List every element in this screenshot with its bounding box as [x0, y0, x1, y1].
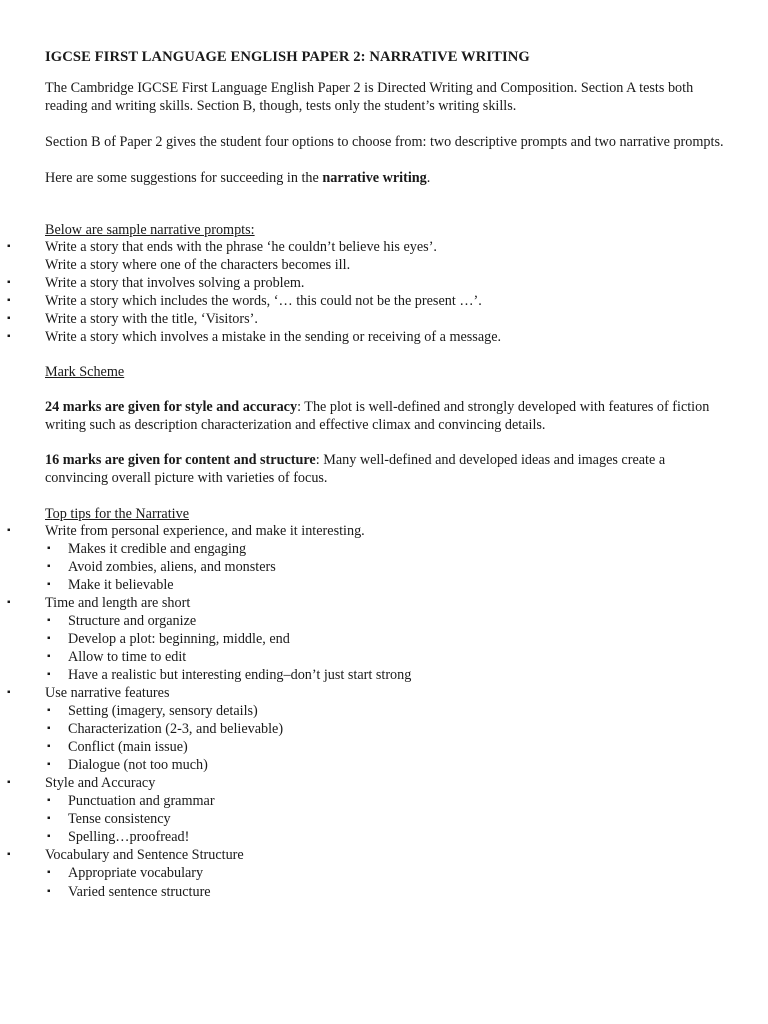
tip-subitem	[45, 738, 740, 756]
prompt-item	[0, 292, 740, 310]
tip-subitem-text: Varied sentence structure	[68, 884, 211, 900]
tip-subitem	[45, 540, 740, 558]
bullet-icon: ▪	[47, 867, 51, 878]
style-marks-text: : The plot is well-defined and strongly developed with features of fiction writing such as description characterization and effective climax and convincing details.	[45, 399, 710, 433]
tip-subitem	[45, 864, 740, 882]
bullet-icon: ▪	[7, 295, 11, 306]
tip-subitem	[45, 630, 740, 648]
bullet-icon: ▪	[47, 615, 51, 626]
prompt-text: Write a story that ends with the phrase ‘he couldn’t believe his eyes’.	[45, 239, 437, 255]
prompt-item	[0, 274, 740, 292]
suggestions-emphasis: narrative writing	[322, 170, 427, 186]
section-b-paragraph: Section B of Paper 2 gives the student four options to choose from: two descriptive prompts and two narrative prompts.	[45, 134, 724, 150]
tip-item	[0, 774, 740, 846]
bullet-icon: ▪	[47, 831, 51, 842]
content-marks-paragraph	[45, 451, 725, 487]
tip-label: Vocabulary and Sentence Structure	[45, 847, 244, 863]
prompts-list	[0, 238, 740, 346]
bullet-icon: ▪	[47, 561, 51, 572]
content-marks-label: 16 marks are given for content and structure	[45, 452, 316, 468]
prompt-text: Write a story that involves solving a problem.	[45, 275, 305, 291]
bullet-icon: ▪	[7, 331, 11, 342]
mark-scheme-heading: Mark Scheme	[45, 364, 125, 380]
tip-subitem-text: Avoid zombies, aliens, and monsters	[68, 559, 276, 575]
tip-subitem-text: Spelling…proofread!	[68, 829, 190, 845]
tip-subitem-text: Makes it credible and engaging	[68, 541, 247, 557]
bullet-icon: ▪	[47, 813, 51, 824]
bullet-icon: ▪	[7, 597, 11, 608]
tip-subitem-text: Develop a plot: beginning, middle, end	[68, 631, 290, 647]
bullet-icon: ▪	[7, 313, 11, 324]
tip-subitem-text: Characterization (2-3, and believable)	[68, 721, 284, 737]
bullet-icon: ▪	[7, 849, 11, 860]
prompt-item	[0, 310, 740, 328]
bullet-icon: ▪	[47, 669, 51, 680]
tip-subitem-text: Conflict (main issue)	[68, 739, 188, 755]
tip-item	[0, 846, 740, 901]
bullet-icon: ▪	[7, 525, 11, 536]
bullet-icon: ▪	[47, 633, 51, 644]
tip-subitem-text: Setting (imagery, sensory details)	[68, 703, 258, 719]
tip-sublist	[45, 612, 740, 684]
prompt-item	[0, 238, 740, 274]
tip-item	[0, 594, 740, 684]
tip-subitem-text: Structure and organize	[68, 613, 197, 629]
bullet-icon: ▪	[47, 579, 51, 590]
tip-label: Use narrative features	[45, 685, 170, 701]
suggestions-text: Here are some suggestions for succeeding in the	[45, 170, 323, 186]
tip-label: Style and Accuracy	[45, 775, 156, 791]
tip-subitem-text: Punctuation and grammar	[68, 793, 215, 809]
tip-subitem	[45, 720, 740, 738]
style-marks-label: 24 marks are given for style and accuracy	[45, 399, 298, 415]
prompt-continuation: Write a story where one of the characters becomes ill.	[45, 257, 351, 273]
tip-subitem	[45, 828, 740, 846]
tip-sublist	[45, 864, 740, 901]
style-marks-paragraph	[45, 398, 725, 434]
tip-sublist	[45, 792, 740, 846]
suggestions-end: .	[426, 170, 431, 186]
tip-subitem	[45, 756, 740, 774]
prompt-item	[0, 328, 740, 346]
bullet-icon: ▪	[47, 795, 51, 806]
bullet-icon: ▪	[7, 241, 11, 252]
tip-subitem	[45, 648, 740, 666]
tip-subitem	[45, 702, 740, 720]
bullet-icon: ▪	[47, 723, 51, 734]
prompt-text: Write a story which involves a mistake in the sending or receiving of a message.	[45, 329, 502, 345]
tip-subitem-text: Have a realistic but interesting ending–don’t just start strong	[68, 667, 412, 683]
bullet-icon: ▪	[7, 777, 11, 788]
tip-subitem	[45, 576, 740, 594]
prompts-heading: Below are sample narrative prompts:	[45, 222, 255, 238]
prompt-text: Write a story which includes the words, ‘… this could not be the present …’.	[45, 293, 482, 309]
tips-heading: Top tips for the Narrative	[45, 506, 189, 522]
bullet-icon: ▪	[47, 651, 51, 662]
tip-subitem	[45, 666, 740, 684]
document-title: IGCSE FIRST LANGUAGE ENGLISH PAPER 2: NARRATIVE WRITING	[45, 49, 530, 65]
intro-paragraph: The Cambridge IGCSE First Language English Paper 2 is Directed Writing and Composition. Section A tests both reading and writing skills. Section B, though, tests only the student’s writing skills.	[45, 80, 694, 114]
bullet-icon: ▪	[47, 759, 51, 770]
tip-subitem-text: Make it believable	[68, 577, 174, 593]
tip-subitem	[45, 883, 740, 901]
tip-subitem-text: Appropriate vocabulary	[68, 865, 204, 881]
tip-label: Time and length are short	[45, 595, 191, 611]
bullet-icon: ▪	[7, 687, 11, 698]
bullet-icon: ▪	[47, 705, 51, 716]
tip-sublist	[45, 702, 740, 774]
tip-label: Write from personal experience, and make it interesting.	[45, 523, 365, 539]
tip-subitem-text: Allow to time to edit	[68, 649, 187, 665]
bullet-icon: ▪	[47, 741, 51, 752]
tip-subitem	[45, 558, 740, 576]
suggestions-line	[45, 169, 725, 187]
tip-subitem	[45, 810, 740, 828]
bullet-icon: ▪	[47, 543, 51, 554]
content-marks-text: : Many well-defined and developed ideas and images create a convincing overall picture with varieties of focus.	[45, 452, 666, 486]
bullet-icon: ▪	[7, 277, 11, 288]
prompt-text: Write a story with the title, ‘Visitors’.	[45, 311, 258, 327]
tip-sublist	[45, 540, 740, 594]
tips-list	[0, 522, 740, 901]
tip-subitem-text: Tense consistency	[68, 811, 171, 827]
tip-subitem	[45, 612, 740, 630]
tip-item	[0, 684, 740, 774]
bullet-icon: ▪	[47, 886, 51, 897]
tip-item	[0, 522, 740, 594]
tip-subitem-text: Dialogue (not too much)	[68, 757, 208, 773]
tip-subitem	[45, 792, 740, 810]
